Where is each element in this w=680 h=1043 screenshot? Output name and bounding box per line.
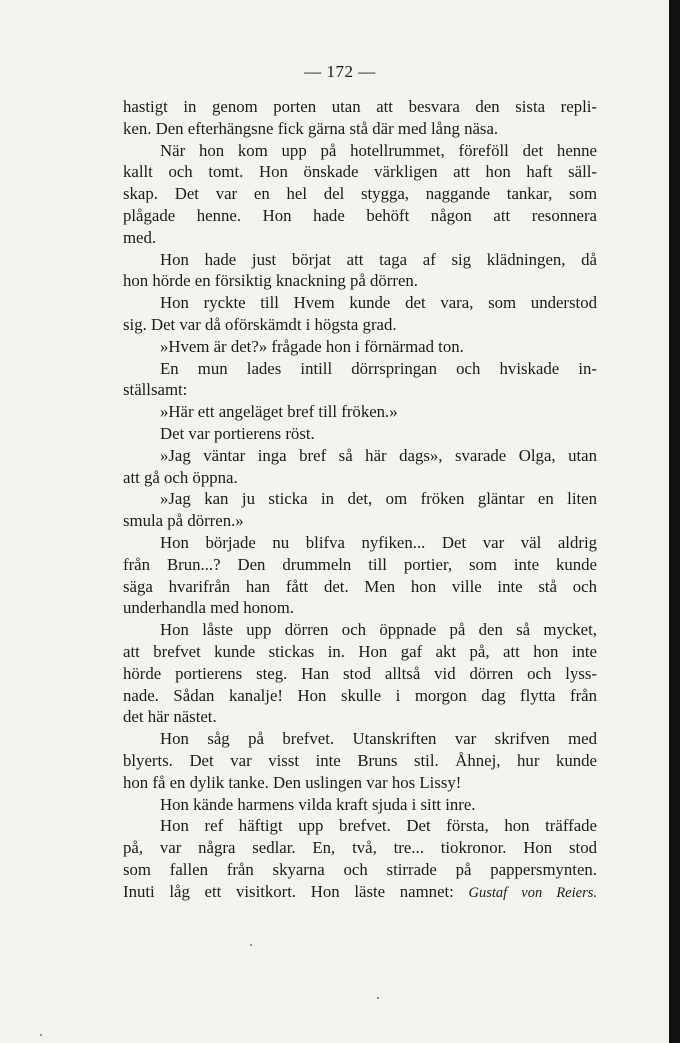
text-line: »Jag väntar inga bref så här dags», svarade Olga, utan <box>160 445 597 465</box>
page-number: — 172 — <box>304 62 376 81</box>
text-line: hon hörde en försiktig knackning på dörren. <box>123 271 418 291</box>
text-line: Det var portierens röst. <box>160 423 315 443</box>
text-line: ställsamt: <box>123 380 188 400</box>
text-line: Hon ryckte till Hvem kunde det vara, som understod <box>160 293 597 313</box>
paper-speck <box>40 1034 42 1036</box>
text-line: från Brun...? Den drummeln till portier, som inte kunde <box>123 554 597 574</box>
text-line: Hon hade just börjat att taga af sig klädningen, då <box>160 249 597 269</box>
text-line: »Jag kan ju sticka in det, om fröken gläntar en liten <box>160 489 597 509</box>
text-line: det här nästet. <box>123 707 217 727</box>
text-line: Hon ref häftigt upp brefvet. Det första, hon träffade <box>160 816 597 836</box>
text-line: hon få en dylik tanke. Den uslingen var hos Lissy! <box>123 772 462 792</box>
text-line: En mun lades intill dörrspringan och hviskade in- <box>160 358 597 378</box>
text-line: hörde portierens steg. Han stod alltså vid dörren och lyss- <box>123 663 597 683</box>
text-line: sig. Det var då oförskämdt i högsta grad. <box>123 314 397 334</box>
signature-name: Gustaf von Reiers. <box>468 884 597 901</box>
text-line: Hon låste upp dörren och öppnade på den så mycket, <box>160 620 597 640</box>
text-line-with-signature <box>123 881 597 903</box>
text-line: »Här ett angeläget bref till fröken.» <box>160 402 398 422</box>
text-line: att brefvet kunde stickas in. Hon gaf akt på, att hon inte <box>123 641 597 661</box>
text-line: smula på dörren.» <box>123 511 244 531</box>
text-line: hastigt in genom porten utan att besvara den sista repli- <box>123 97 597 116</box>
text-line: att gå och öppna. <box>123 467 238 487</box>
text-line: ken. Den efterhängsne fick gärna stå där med lång näsa. <box>123 118 499 138</box>
text-line: underhandla med honom. <box>123 598 295 618</box>
text-line: nade. Sådan kanalje! Hon skulle i morgon dag flytta från <box>123 685 597 705</box>
text-line: Hon började nu blifva nyfiken... Det var väl aldrig <box>160 532 597 552</box>
text-line: kallt och tomt. Hon önskade värkligen att hon haft säll- <box>123 162 597 182</box>
paper-speck <box>377 997 379 999</box>
text-line: När hon kom upp på hotellrummet, föreföll det henne <box>160 140 597 160</box>
text-line: skap. Det var en hel del stygga, naggande tankar, som <box>123 184 597 204</box>
page-edge-shadow <box>669 0 680 1043</box>
text-line: Hon såg på brefvet. Utanskriften var skrifven med <box>160 729 597 749</box>
paper-speck <box>250 944 252 946</box>
text-line: med. <box>123 227 157 247</box>
text-line: som fallen från skyarna och stirrade på pappersmynten. <box>123 859 597 879</box>
text-line: på, var några sedlar. En, två, tre... tiokronor. Hon stod <box>123 838 597 858</box>
text-line: Hon kände harmens vilda kraft sjuda i sitt inre. <box>160 794 476 814</box>
text-line: säga hvarifrån han fått det. Men hon ville inte stå och <box>123 576 597 596</box>
text-line: »Hvem är det?» frågade hon i förnärmad ton. <box>160 336 464 356</box>
text-line: plågade henne. Hon hade behöft någon att resonnera <box>123 205 597 225</box>
text-line: Inuti låg ett visitkort. Hon läste namnet: <box>123 881 454 901</box>
body-text <box>123 96 597 902</box>
text-line: blyerts. Det var visst inte Bruns stil. Åhnej, hur kunde <box>123 750 597 770</box>
